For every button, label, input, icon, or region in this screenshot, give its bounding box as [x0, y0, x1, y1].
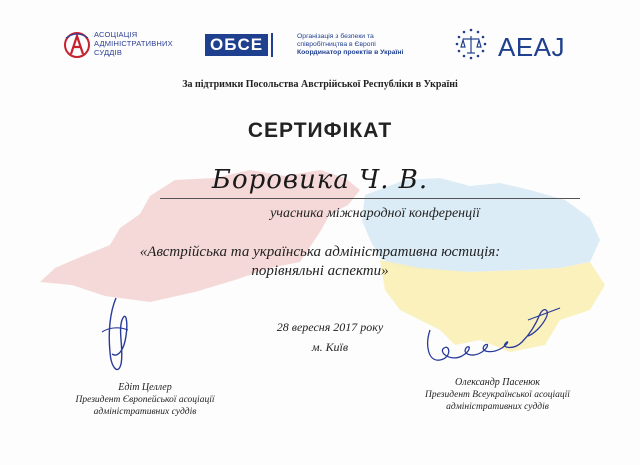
letter-a-emblem-icon [62, 28, 92, 62]
aeaj-wordmark: AEAJ [498, 32, 566, 62]
right-signatory-role-2: адміністративних суддів [446, 402, 549, 412]
recipient-underline [160, 198, 580, 199]
osce-wordmark: OБCE [205, 34, 268, 56]
right-signature [410, 300, 570, 375]
support-statement: За підтримки Посольства Австрійської Республіки в Україні [182, 79, 458, 90]
osce-divider [271, 33, 273, 57]
certificate-title: СЕРТИФІКАТ [247, 119, 393, 142]
conference-title-line-1: «Австрійська та українська адміністративна юстиція: [139, 244, 501, 260]
aas-line-3: СУДДІВ [94, 48, 123, 57]
osce-logo [205, 34, 273, 56]
recipient-name: Боровика Ч. В. [211, 165, 429, 195]
left-signatory-role-2: адміністративних суддів [93, 407, 197, 417]
aas-line-2: АДМІНІСТРАТИВНИХ [94, 39, 173, 48]
right-signatory [385, 377, 610, 413]
osce-line-1: Організація з безпеки та [297, 33, 374, 40]
event-date: 28 вересня 2017 року [276, 320, 384, 334]
osce-line-2: співробітництва в Європі [297, 41, 376, 48]
right-signatory-role-1: Президент Всеукраїнської асоціації [425, 390, 570, 400]
left-signatory-role-1: Президент Європейської асоціації [75, 395, 215, 405]
aas-line-1: АСОЦІАЦІЯ [94, 30, 138, 39]
left-signature [88, 292, 148, 382]
right-signatory-name: Олександр Пасенюк [455, 377, 540, 388]
left-signatory-name: Едіт Целлер [118, 382, 172, 393]
event-city: м. Київ [311, 340, 349, 354]
aeaj-logo [448, 26, 578, 66]
scales-of-justice-icon [448, 26, 494, 66]
conference-title-line-2: порівняльні аспекти» [251, 263, 389, 279]
aas-logo [62, 28, 192, 64]
osce-description [297, 33, 437, 57]
left-signatory [40, 382, 250, 418]
osce-line-3: Координатор проектів в Україні [297, 49, 404, 56]
participant-caption: учасника міжнародної конференції [270, 206, 480, 221]
